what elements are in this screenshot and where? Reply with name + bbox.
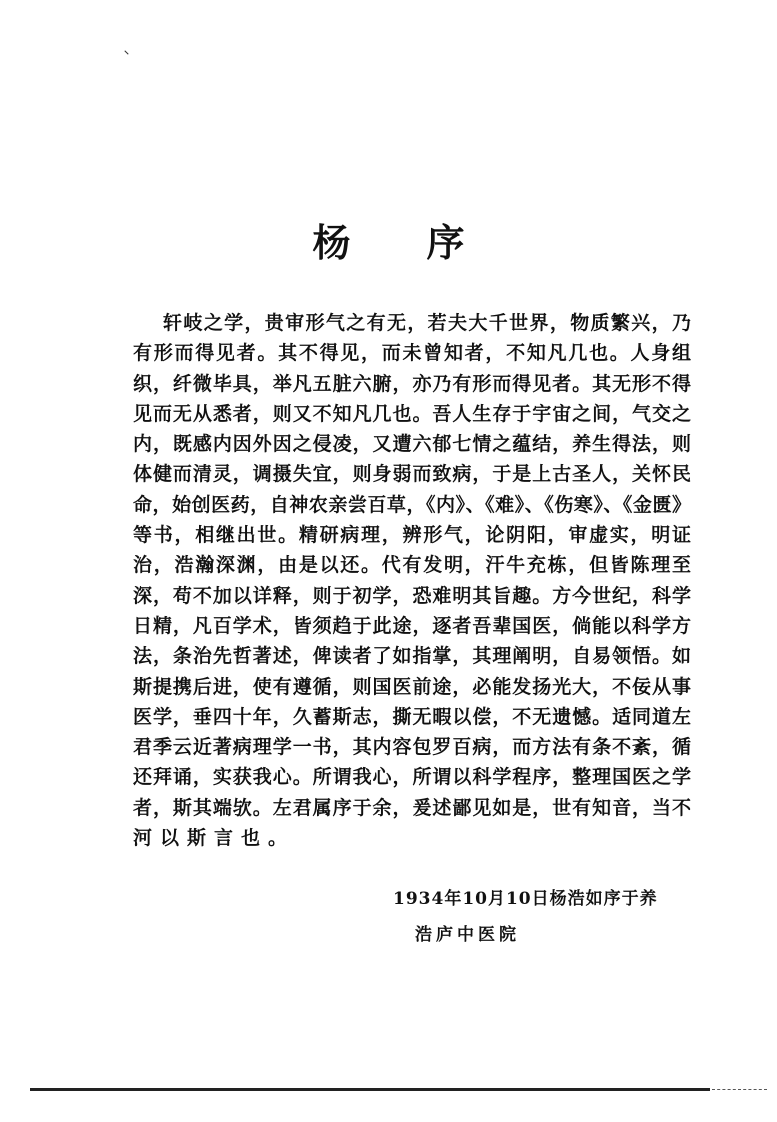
body-line: 体健而清灵，调摄失宜，则身弱而致病，于是上古圣人，关怀民: [133, 463, 691, 486]
signature-date-line: 1934年10月10日杨浩如序于养: [393, 889, 658, 909]
body-line: 内，既感内因外因之侵凌，又遭六郁七情之蕴结，养生得法，则: [133, 433, 691, 456]
bottom-rule-dashed: [712, 1089, 767, 1091]
title-char-2: 序: [426, 220, 465, 265]
body-line: 者，斯其端欤。左君属序于余，爰述鄙见如是，世有知音，当不: [133, 796, 691, 819]
body-line: 河以斯言也。: [133, 827, 296, 850]
body-line: 法，条治先哲著述，俾读者了如指掌，其理阐明，自易领悟。如: [133, 645, 691, 668]
body-line: 织，纤微毕具，举凡五脏六腑，亦乃有形而得见者。其无形不得: [133, 372, 691, 395]
body-line: 斯提携后进，使有遵循，则国医前途，必能发扬光大，不佞从事: [133, 675, 691, 698]
body-line: 医学，垂四十年，久蓄斯志，撕无暇以偿，不无遗憾。适同道左: [133, 705, 691, 728]
body-line: 等书，相继出世。精研病理，辨形气，论阴阳，审虚实，明证: [133, 524, 691, 547]
body-line: 有形而得见者。其不得见，而未曾知者，不知凡几也。人身组: [133, 342, 691, 365]
body-line: 轩岐之学，贵审形气之有无，若夫大千世界，物质繁兴，乃: [163, 312, 691, 334]
body-line: 治，浩瀚深渊，由是以还。代有发明，汗牛充栋，但皆陈理至: [133, 554, 691, 577]
body-line: 见而无从悉者，则又不知凡几也。吾人生存于宇宙之间，气交之: [133, 402, 691, 425]
preface-body: [133, 308, 691, 853]
bottom-rule: [30, 1088, 710, 1091]
scan-mark: [124, 50, 128, 54]
body-line: 日精，凡百学术，皆须趋于此途，逐者吾辈国医，倘能以科学方: [133, 614, 691, 637]
body-line: 君季云近著病理学一书，其内容包罗百病，而方法有条不紊，循: [133, 736, 691, 759]
body-line: 命，始创医药，自神农亲尝百草，《内》、《难》、《伤寒》、《金匮》: [133, 493, 691, 516]
title-char-1: 杨: [312, 220, 351, 265]
page-title: [0, 212, 777, 267]
body-line: 还拜诵，实获我心。所谓我心，所谓以科学程序，整理国医之学: [133, 766, 691, 789]
signature-place-line: 浩庐中医院: [415, 925, 520, 945]
body-line: 深，苟不加以详释，则于初学，恐难明其旨趣。方今世纪，科学: [133, 584, 691, 607]
